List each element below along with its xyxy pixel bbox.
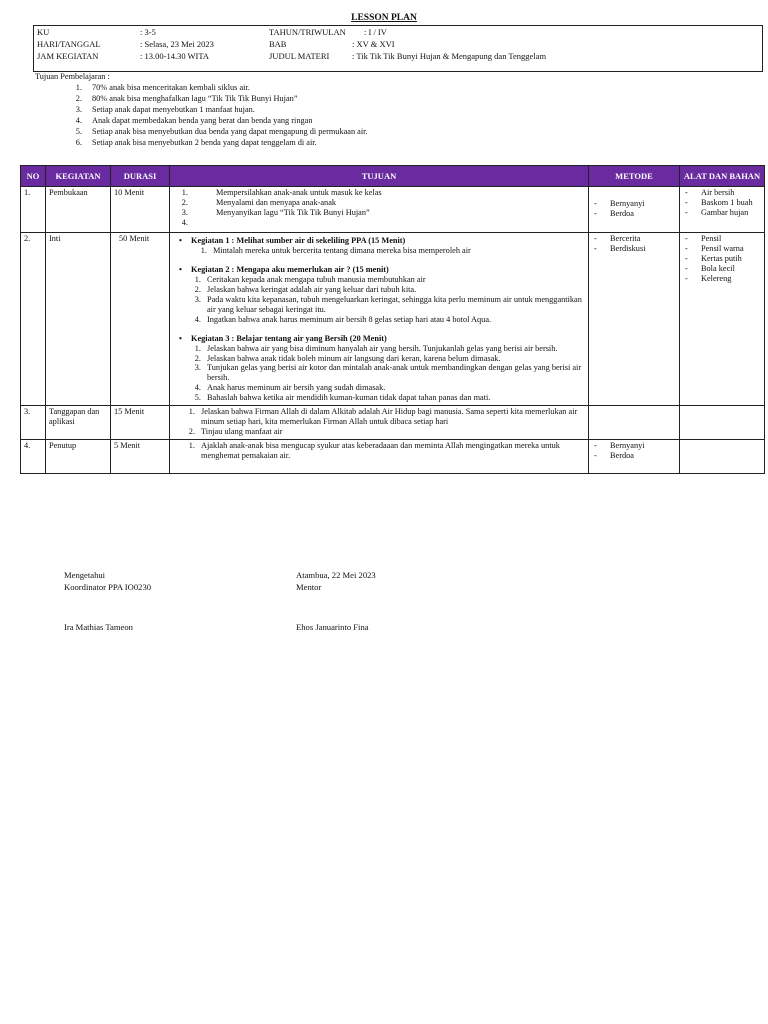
- tujuan-item: 5. Bahaslah bahwa ketika air mendidih kuman-kuman tidak dapat tahan panas dan mati.: [203, 393, 585, 403]
- row-kegiatan: Inti: [46, 233, 111, 406]
- row-no: 2.: [21, 233, 46, 406]
- header-info-box: [33, 25, 763, 72]
- ku-label: KU: [37, 27, 50, 37]
- signature-right-date: Atambua, 22 Mei 2023: [296, 570, 376, 580]
- row-tujuan: [170, 187, 589, 233]
- tujuan-item: 1. Mempersilahkan anak-anak untuk masuk ke kelas: [190, 188, 585, 198]
- metode-item: - Bernyanyi: [592, 199, 676, 209]
- signature-right-role: Mentor: [296, 582, 322, 592]
- metode-item: - Berdoa: [592, 209, 676, 219]
- learning-objectives: [35, 72, 368, 149]
- alat-item: - Kertas putih: [683, 254, 761, 264]
- hari-label: HARI/TANGGAL: [37, 39, 101, 49]
- row-kegiatan: Tanggapan dan aplikasi: [46, 406, 111, 440]
- tujuan-item: 4. Ingatkan bahwa anak harus meminum air bersih 8 gelas setiap hari atau 4 botol Aqua.: [203, 315, 585, 325]
- row-tujuan: [170, 406, 589, 440]
- row-alat: [680, 187, 765, 233]
- row-kegiatan: Penutup: [46, 440, 111, 474]
- jam-value: : 13.00-14.30 WITA: [140, 51, 210, 61]
- row-tujuan: [170, 440, 589, 474]
- col-header-metode: METODE: [589, 166, 680, 187]
- tujuan-item: [190, 218, 585, 228]
- kegiatan-3-title: Kegiatan 3 : Belajar tentang air yang Bersih (20 Menit): [191, 333, 387, 343]
- row-metode: [589, 406, 680, 440]
- tujuan-item: 2. Jelaskan bahwa keringat adalah air yang keluar dari tubuh kita.: [203, 285, 585, 295]
- alat-item: - Gambar hujan: [683, 208, 761, 218]
- hari-value: : Selasa, 23 Mei 2023: [140, 39, 214, 49]
- jam-label: JAM KEGIATAN: [37, 51, 99, 61]
- objective-item: 3. Setiap anak dapat menyebutkan 1 manfaat hujan.: [84, 105, 368, 116]
- row-alat: [680, 440, 765, 474]
- row-durasi: 10 Menit: [111, 187, 170, 233]
- objective-item: 6. Setiap anak bisa menyebutkan 2 benda yang dapat tenggelam di air.: [84, 138, 368, 149]
- table-header-row: [21, 166, 765, 187]
- row-durasi: 50 Menit: [111, 233, 170, 406]
- table-row: [21, 233, 765, 406]
- table-row: [21, 187, 765, 233]
- ku-value: : 3-5: [140, 27, 156, 37]
- tujuan-item: 3. Pada waktu kita kepanasan, tubuh mengeluarkan keringat, sehingga kita perlu meminum air untuk menggantikan air yang keluar sebagai keringat itu.: [203, 295, 585, 315]
- tujuan-item: 2. Jelaskan bahwa anak tidak boleh minum air langsung dari keran, karena belum dimasak.: [203, 354, 585, 364]
- objective-item: 2. 80% anak bisa menghafalkan lagu “Tik Tik Tik Bunyi Hujan”: [84, 94, 368, 105]
- metode-item: - Bernyanyi: [592, 441, 676, 451]
- alat-item: - Pensil: [683, 234, 761, 244]
- kegiatan-2-block: • Kegiatan 2 : Mengapa aku memerlukan air ? (15 menit) 1. Ceritakan kepada anak mengapa tubuh manusia membutuhkan air 2. Jelaskan bahwa keringat adalah air yang keluar dari tubuh kita. 3. Pada waktu kita kepanasan, tubuh mengeluarkan keringat, sehingga kita perlu meminum air untuk menggantikan air yang keluar sebagai keringat itu. 4. Ingatkan bahwa anak harus meminum air bersih 8 gelas setiap hari atau 4 botol Aqua.: [173, 265, 585, 325]
- table-row: [21, 440, 765, 474]
- alat-item: - Pensil warna: [683, 244, 761, 254]
- row-no: 1.: [21, 187, 46, 233]
- signature-left-role: Koordinator PPA IO0230: [64, 582, 152, 592]
- row-no: 3.: [21, 406, 46, 440]
- row-alat: [680, 406, 765, 440]
- tujuan-item: 1. Mintalah mereka untuk bercerita tentang dimana mereka bisa memperoleh air: [209, 246, 585, 256]
- tujuan-item: 1. Ceritakan kepada anak mengapa tubuh manusia membutuhkan air: [203, 275, 585, 285]
- judul-label: JUDUL MATERI: [269, 51, 330, 61]
- kegiatan-2-title: Kegiatan 2 : Mengapa aku memerlukan air ? (15 menit): [191, 264, 389, 274]
- col-header-alat: ALAT DAN BAHAN: [680, 166, 765, 187]
- signature-left-title: Mengetahui: [64, 570, 106, 580]
- tujuan-item: 4. Anak harus meminum air bersih yang sudah dimasak.: [203, 383, 585, 393]
- metode-item: - Berdiskusi: [592, 244, 676, 254]
- tujuan-item: 1. Ajaklah anak-anak bisa mengucap syukur atas keberadaaan dan meminta Allah mengingatkan mereka untuk menghemat pemakaian air.: [197, 441, 585, 461]
- tujuan-item: 1. Jelaskan bahwa air yang bisa diminum hanyalah air yang bersih. Tunjukanlah gelas yang berisi air bersih.: [203, 344, 585, 354]
- lesson-plan-table: [20, 165, 765, 474]
- kegiatan-1-block: • Kegiatan 1 : Melihat sumber air di sekeliling PPA (15 Menit) 1. Mintalah mereka untuk bercerita tentang dimana mereka bisa memperoleh air: [173, 236, 585, 256]
- bab-value: : XV & XVI: [352, 39, 395, 49]
- row-alat: [680, 233, 765, 406]
- row-metode: [589, 440, 680, 474]
- kegiatan-1-title: Kegiatan 1 : Melihat sumber air di sekeliling PPA (15 Menit): [191, 236, 406, 245]
- kegiatan-3-block: • Kegiatan 3 : Belajar tentang air yang Bersih (20 Menit) 1. Jelaskan bahwa air yang bisa diminum hanyalah air yang bersih. Tunjukanlah gelas yang berisi air bersih. 2. Jelaskan bahwa anak tidak boleh minum air langsung dari keran, karena belum dimasak. 3. Tunjukan gelas yang berisi air kotor dan mintalah anak-anak untuk membandingkan dengan gelas yang berisi air bersih. 4. Anak harus meminum air bersih yang sudah dimasak. 5. Bahaslah bahwa ketika air mendidih kuman-kuman tidak dapat tahan panas dan mati.: [173, 334, 585, 404]
- signature-left-name: Ira Mathias Tameon: [64, 622, 133, 632]
- row-tujuan: [170, 233, 589, 406]
- metode-item: - Berdoa: [592, 451, 676, 461]
- alat-item: - Bola kecil: [683, 264, 761, 274]
- tahun-label: TAHUN/TRIWULAN: [269, 27, 346, 37]
- objective-item: 5. Setiap anak bisa menyebutkan dua benda yang dapat mengapung di permukaan air.: [84, 127, 368, 138]
- col-header-durasi: DURASI: [111, 166, 170, 187]
- objective-item: 1. 70% anak bisa menceritakan kembali siklus air.: [84, 83, 368, 94]
- row-metode: [589, 233, 680, 406]
- tujuan-item: 3. Tunjukan gelas yang berisi air kotor dan mintalah anak-anak untuk membandingkan dengan gelas yang berisi air bersih.: [203, 363, 585, 383]
- row-durasi: 15 Menit: [111, 406, 170, 440]
- tujuan-item: 2. Menyalami dan menyapa anak-anak: [190, 198, 585, 208]
- row-kegiatan: Pembukaan: [46, 187, 111, 233]
- bab-label: BAB: [269, 39, 287, 49]
- signature-right-name: Ehos Januarinto Fina: [296, 622, 369, 632]
- judul-value: : Tik Tik Tik Bunyi Hujan & Mengapung dan Tenggelam: [352, 51, 547, 61]
- row-durasi: 5 Menit: [111, 440, 170, 474]
- tujuan-item: 1. Jelaskan bahwa Firman Allah di dalam Alkitab adalah Air Hidup bagi manusia. Sama seperti kita memerlukan air minum setiap hari, kita memerlukan Firman Allah untuk dibaca setiap hari: [197, 407, 585, 427]
- row-metode: [589, 187, 680, 233]
- col-header-kegiatan: KEGIATAN: [46, 166, 111, 187]
- metode-item: - Bercerita: [592, 234, 676, 244]
- row-no: 4.: [21, 440, 46, 474]
- document-title: LESSON PLAN: [351, 13, 417, 23]
- alat-item: - Kelereng: [683, 274, 761, 284]
- col-header-no: NO: [21, 166, 46, 187]
- objective-item: 4. Anak dapat membedakan benda yang berat dan benda yang ringan: [84, 116, 368, 127]
- tujuan-item: 2. Tinjau ulang manfaat air: [197, 427, 585, 437]
- objectives-heading: Tujuan Pembelajaran :: [35, 72, 110, 81]
- table-row: [21, 406, 765, 440]
- alat-item: - Baskom 1 buah: [683, 198, 761, 208]
- tahun-value: : I / IV: [364, 27, 387, 37]
- col-header-tujuan: TUJUAN: [170, 166, 589, 187]
- tujuan-item: 3. Menyanyikan lagu “Tik Tik Tik Bunyi Hujan”: [190, 208, 585, 218]
- alat-item: - Air bersih: [683, 188, 761, 198]
